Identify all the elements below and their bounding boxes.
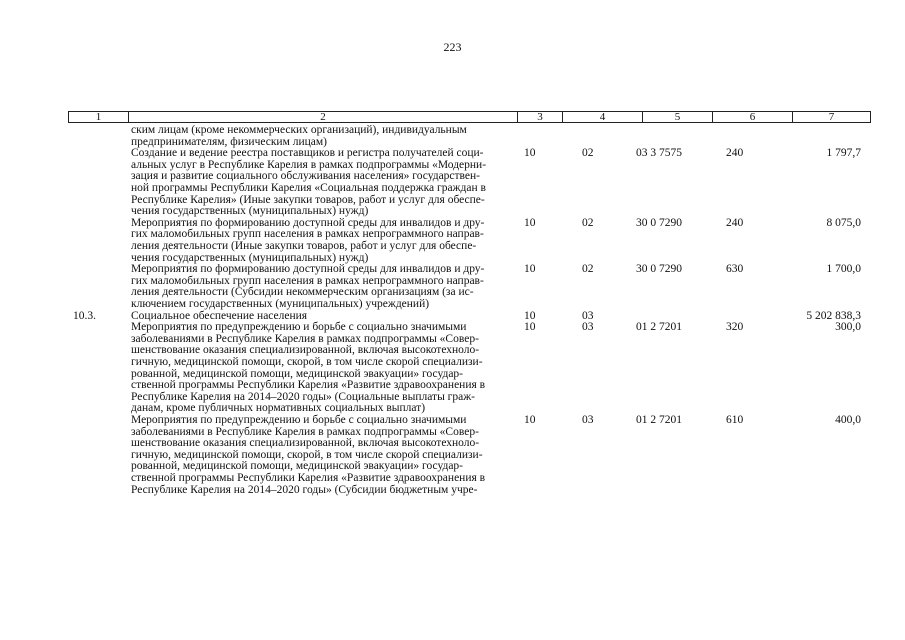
description-line: ления деятельности (Субсидии некоммерческим организациям (за ис- [131,286,474,299]
description-line: Социальное обеспечение населения [131,309,308,322]
description-line: рованной, медицинской помощи, медицинской эвакуации» государ- [131,460,464,473]
description-line: Мероприятия по формированию доступной среды для инвалидов и дру- [131,216,485,229]
description-line: ключением государственных (муниципальных) учреждений) [131,297,430,310]
column-header-2: 2 [129,112,518,122]
target-article-code: 30 0 7290 [636,216,682,229]
column-header-5: 5 [643,112,713,122]
column-header-1: 1 [69,112,129,122]
column-header-6: 6 [713,112,793,122]
target-article-code: 01 2 7201 [636,321,682,334]
expense-type-code: 610 [726,414,744,426]
description-line: заболеваниями в Республике Карелия в рамках подпрограммы «Совер- [131,425,479,438]
description-line: ной программы Республики Карелия «Социальная поддержка граждан в [131,181,486,194]
description-line: гичную, медицинской помощи, скорой, в том числе скорой специализи- [131,355,483,368]
section-code: 10 [524,321,536,334]
table-header [68,111,871,123]
description-line: предпринимателям, физическим лицам) [131,135,327,148]
column-header-4: 4 [563,112,643,122]
description-line: Республике Карелия» (Иные закупки товаров, работ и услуг для обеспе- [131,193,485,206]
subsection-code: 02 [582,216,594,229]
section-code: 10 [524,263,536,276]
description-line: чения государственных (муниципальных) нужд) [131,205,369,218]
description-line: данам, кроме публичных нормативных социальных выплат) [131,402,426,415]
amount: 300,0 [835,321,861,334]
section-code: 10 [524,309,536,322]
row-description [131,218,503,264]
amount: 1 797,7 [826,147,861,160]
row-description [131,125,503,148]
description-line: гих маломобильных групп населения в рамках непрограммного направ- [131,228,484,241]
description-line: Мероприятия по предупреждению и борьбе с социально значимыми [131,414,467,426]
expense-type-code: 630 [726,263,744,276]
description-line: ственной программы Республики Карелия «Развитие здравоохранения в [131,379,486,392]
row-description [131,148,503,218]
amount: 8 075,0 [826,216,861,229]
subsection-code: 03 [582,309,594,322]
description-line: альных услуг в Республике Карелия в рамках подпрограммы «Модерни- [131,158,487,171]
description-line: Республике Карелия на 2014–2020 годы» (Социальные выплаты граж- [131,390,476,403]
description-line: рованной, медицинской помощи, медицинской эвакуации» государ- [131,367,464,380]
description-line: гичную, медицинской помощи, скорой, в том числе скорой специализи- [131,448,483,461]
description-line: зация и развитие социального обслуживания населения» государствен- [131,170,481,183]
target-article-code: 30 0 7290 [636,263,682,276]
expense-type-code: 240 [726,147,744,160]
expense-type-code: 240 [726,216,744,229]
row-description [131,264,503,310]
description-line: ским лицам (кроме некоммерческих организаций), индивидуальным [131,124,467,136]
description-line: Республике Карелия на 2014–2020 годы» (Субсидии бюджетным учре- [131,483,478,496]
description-line: заболеваниями в Республике Карелия в рамках подпрограммы «Совер- [131,332,479,345]
section-code: 10 [524,216,536,229]
description-line: Создание и ведение реестра поставщиков и регистра получателей соци- [131,147,484,160]
section-code: 10 [524,147,536,160]
subsection-code: 03 [582,321,594,334]
column-header-3: 3 [518,112,563,122]
description-line: ления деятельности (Иные закупки товаров, работ и услуг для обеспе- [131,239,477,252]
description-line: Мероприятия по предупреждению и борьбе с социально значимыми [131,321,467,334]
subsection-code: 02 [582,147,594,160]
description-line: шенствование оказания специализированной, включая высокотехноло- [131,437,480,450]
target-article-code: 01 2 7201 [636,414,682,426]
subsection-code: 03 [582,414,594,426]
column-header-7: 7 [828,111,835,123]
description-line: чения государственных (муниципальных) нужд) [131,251,369,264]
amount: 1 700,0 [826,263,861,276]
description-line: шенствование оказания специализированной, включая высокотехноло- [131,344,480,357]
target-article-code: 03 3 7575 [636,147,682,160]
row-description [131,415,503,496]
expense-type-code: 320 [726,321,744,334]
description-line: ственной программы Республики Карелия «Развитие здравоохранения в [131,471,486,484]
subsection-code: 02 [582,263,594,276]
row-number: 10.3. [73,309,96,322]
row-description [131,322,503,415]
page-number: 223 [443,40,462,54]
description-line: гих маломобильных групп населения в рамках непрограммного направ- [131,274,484,287]
description-line: Мероприятия по формированию доступной среды для инвалидов и дру- [131,263,485,276]
amount: 5 202 838,3 [806,309,861,322]
amount: 400,0 [835,414,861,426]
section-code: 10 [524,414,536,426]
